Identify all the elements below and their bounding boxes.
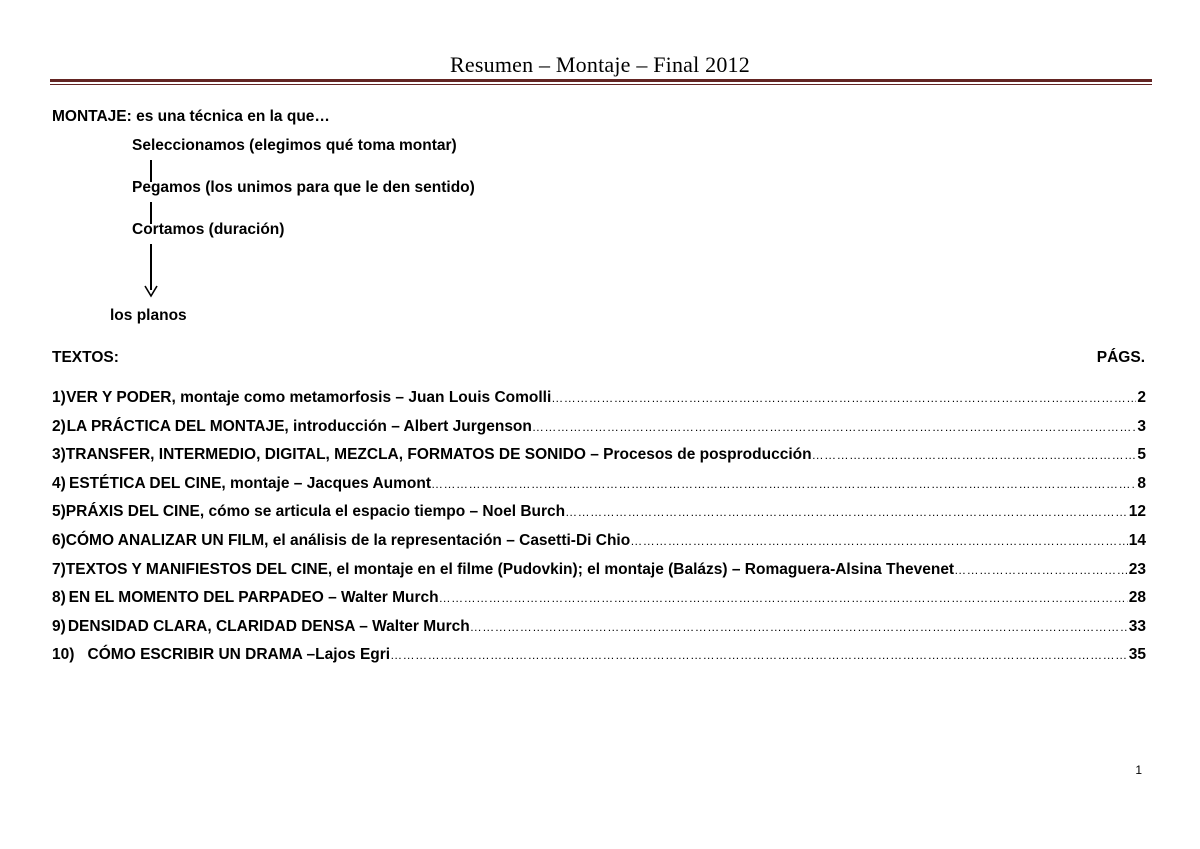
toc-page: 33 [1128, 617, 1146, 635]
step-seleccionamos: Seleccionamos (elegimos qué toma montar) [132, 137, 457, 154]
toc-item [52, 475, 1146, 504]
toc-title: EN EL MOMENTO DEL PARPADEO – Walter Murch [68, 589, 439, 607]
toc-title: DENSIDAD CLARA, CLARIDAD DENSA – Walter Murch [67, 617, 470, 635]
toc-title: LA PRÁCTICA DEL MONTAJE, introducción – Albert Jurgenson [66, 417, 532, 435]
toc-number: 6) [52, 531, 66, 549]
toc-number: 4) [52, 474, 66, 492]
toc-item [52, 446, 1146, 475]
header-rule [50, 79, 1152, 82]
toc-title: PRÁXIS DEL CINE, cómo se articula el espacio tiempo – Noel Burch [65, 503, 566, 521]
toc-page: 23 [1128, 560, 1146, 578]
toc-page: 8 [1137, 474, 1146, 492]
step-cortamos: Cortamos (duración) [132, 221, 285, 238]
toc-page: 2 [1137, 389, 1146, 406]
textos-heading: TEXTOS: [52, 349, 119, 366]
result-planos: los planos [110, 307, 187, 324]
toc-number: 3) [52, 446, 66, 464]
toc-title: TEXTOS Y MANIFIESTOS DEL CINE, el montaje en el filme (Pudovkin); el montaje (Balázs) – Romaguera-Alsina Thevenet [65, 560, 955, 578]
toc-title: ESTÉTICA DEL CINE, montaje – Jacques Aumont [69, 474, 432, 492]
toc-page: 5 [1137, 446, 1146, 464]
toc-leader [551, 391, 1136, 405]
montaje-definition: MONTAJE: es una técnica en la que… [52, 108, 330, 125]
toc-item [52, 389, 1146, 418]
toc-number: 5) [52, 503, 66, 521]
table-of-contents [52, 389, 1146, 675]
toc-leader [532, 420, 1137, 434]
header-rule-thin [50, 84, 1152, 85]
toc-item [52, 503, 1146, 532]
toc-item [52, 561, 1146, 590]
toc-leader [630, 534, 1128, 548]
toc-leader [431, 477, 1136, 491]
toc-title: TRANSFER, INTERMEDIO, DIGITAL, MEZCLA, FORMATOS DE SONIDO – Procesos de posproducción [65, 446, 812, 464]
toc-page: 28 [1128, 589, 1146, 607]
toc-leader [439, 591, 1128, 605]
toc-item [52, 646, 1146, 675]
toc-title: CÓMO ANALIZAR UN FILM, el análisis de la representación – Casetti-Di Chio [65, 531, 631, 549]
toc-leader [470, 620, 1128, 634]
toc-page: 35 [1128, 646, 1146, 664]
arrow-down-icon [144, 284, 158, 298]
toc-number: 8) [52, 589, 66, 607]
toc-number: 10) [52, 646, 75, 664]
toc-leader [565, 505, 1128, 519]
toc-leader [390, 648, 1128, 662]
toc-item [52, 532, 1146, 561]
page-header-title: Resumen – Montaje – Final 2012 [450, 52, 750, 77]
toc-number: 7) [52, 560, 66, 578]
step-pegamos: Pegamos (los unimos para que le den sentido) [132, 179, 475, 196]
toc-number: 2) [52, 417, 66, 435]
toc-page: 12 [1128, 503, 1146, 521]
toc-item [52, 418, 1146, 447]
page-number: 1 [1135, 763, 1142, 777]
toc-item [52, 618, 1146, 647]
toc-leader [954, 563, 1128, 577]
toc-title: VER Y PODER, montaje como metamorfosis – Juan Louis Comolli [66, 389, 552, 406]
pags-heading: PÁGS. [1096, 349, 1145, 366]
toc-number: 9) [52, 617, 66, 635]
toc-leader [812, 448, 1137, 462]
toc-item [52, 589, 1146, 618]
toc-title: CÓMO ESCRIBIR UN DRAMA –Lajos Egri [87, 646, 391, 664]
toc-page: 3 [1137, 417, 1146, 435]
toc-page: 14 [1128, 531, 1146, 549]
toc-number: 1) [52, 389, 66, 406]
